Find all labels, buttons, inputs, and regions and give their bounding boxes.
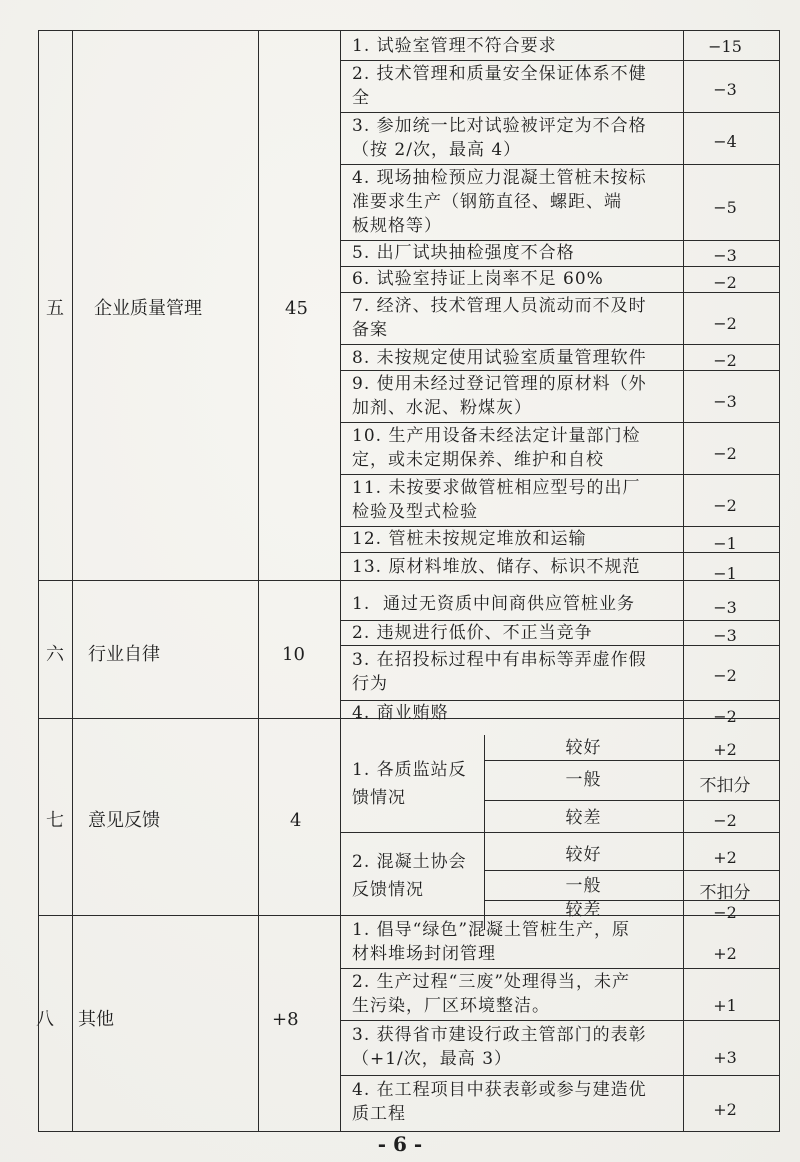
criterion-text: 7. 经济、技术管理人员流动而不及时 备案 [352,296,647,340]
section-points: 45 [285,298,308,319]
row-divider [340,968,780,969]
row-divider [484,870,780,871]
criterion-score: −3 [713,598,737,617]
criterion-text: 4. 在工程项目中获表彰或参与建造优 质工程 [352,1080,647,1124]
criterion-score: +2 [713,944,737,963]
section-name: 行业自律 [88,644,160,665]
feedback-score: 不扣分 [699,776,751,796]
criterion-score: −2 [713,444,737,463]
criterion-score: −5 [713,198,737,217]
section-name: 其他 [78,1009,114,1030]
col-divider [340,30,341,1132]
criterion-text: 2. 违规进行低价、不正当竞争 [352,623,593,643]
criterion-score: −2 [713,351,737,370]
criterion-score: −2 [713,707,737,726]
criterion-text: 9. 使用未经过登记管理的原材料（外 加剂、水泥、粉煤灰） [352,374,647,418]
col-divider [72,30,73,1132]
criterion-text: 8. 未按规定使用试验室质量管理软件 [352,348,647,368]
criterion-text: 2. 生产过程“三废”处理得当，未产 生污染，厂区环境整洁。 [352,972,631,1016]
feedback-score: −2 [713,811,737,830]
criterion-score: −3 [713,246,737,265]
criterion-text: 6. 试验室持证上岗率不足 60% [352,269,604,289]
section-name: 企业质量管理 [94,298,202,319]
criterion-text: 4. 商业贿赂 [352,703,449,723]
criterion-text: 1. 倡导“绿色”混凝土管桩生产，原 材料堆场封闭管理 [352,920,631,964]
criterion-score: −2 [713,666,737,685]
row-divider [340,292,780,293]
row-divider [484,800,780,801]
section-divider [38,580,780,581]
row-divider [484,760,780,761]
col-divider [258,30,259,1132]
criterion-text: 4. 现场抽检预应力混凝土管桩未按标 准要求生产（钢筋直径、螺距、端 板规格等） [352,168,647,236]
section-number: 六 [46,644,64,665]
page-number: - 6 - [377,1132,423,1156]
criterion-score: −2 [713,314,737,333]
feedback-group-label: 2. 混凝土协会 反馈情况 [352,852,467,900]
section-points: 10 [282,644,305,665]
criterion-text: 5. 出厂试块抽检强度不合格 [352,243,575,263]
section-number: 七 [46,810,64,831]
row-divider [340,344,780,345]
criterion-score: −1 [713,534,737,553]
row-divider [340,112,780,113]
criterion-text: 3. 获得省市建设行政主管部门的表彰 （+1/次，最高 3） [352,1025,647,1069]
criterion-text: 1. 通过无资质中间商供应管桩业务 [352,594,636,614]
feedback-score: +2 [713,848,737,867]
row-divider [340,1075,780,1076]
section-points: 4 [290,810,302,831]
criterion-score: −1 [713,564,737,583]
section-number: 五 [46,298,64,319]
feedback-group-label: 1. 各质监站反 馈情况 [352,760,467,808]
criterion-text: 12. 管桩未按规定堆放和运输 [352,529,587,549]
criterion-score: +3 [713,1048,737,1067]
criterion-text: 2. 技术管理和质量安全保证体系不健 全 [352,64,647,108]
row-divider [340,832,780,833]
criterion-score: −3 [713,392,737,411]
row-divider [340,1020,780,1021]
row-divider [340,645,780,646]
criterion-score: +1 [713,996,737,1015]
criterion-text: 13. 原材料堆放、储存、标识不规范 [352,557,641,577]
row-divider [340,370,780,371]
feedback-grade: 较好 [565,845,602,865]
feedback-grade: 较差 [565,808,602,828]
criterion-text: 3. 在招投标过程中有串标等弄虚作假 行为 [352,650,647,694]
feedback-grade: 较好 [565,738,602,758]
feedback-score: +2 [713,740,737,759]
criterion-score: −2 [713,273,737,292]
criterion-text: 3. 参加统一比对试验被评定为不合格 （按 2/次，最高 4） [352,116,647,160]
feedback-grade: 一般 [565,770,602,790]
feedback-grade: 较差 [565,900,602,920]
row-divider [340,422,780,423]
criterion-score: −2 [713,496,737,515]
row-divider [340,474,780,475]
feedback-score: 不扣分 [699,883,751,903]
section-number: 八 [36,1009,54,1030]
criterion-text: 11. 未按要求做管桩相应型号的出厂 检验及型式检验 [352,478,641,522]
criterion-score: −3 [713,80,737,99]
row-divider [340,60,780,61]
row-divider [340,164,780,165]
section-points: +8 [272,1009,299,1030]
criterion-score: −15 [708,37,742,56]
criterion-text: 1. 试验室管理不符合要求 [352,36,557,56]
criterion-score: +2 [713,1100,737,1119]
feedback-grade: 一般 [565,876,602,896]
feedback-score: −2 [713,903,737,922]
section-name: 意见反馈 [88,810,160,831]
criterion-text: 10. 生产用设备未经法定计量部门检 定，或未定期保养、维护和自校 [352,426,641,470]
criterion-score: −4 [713,132,737,151]
criterion-score: −3 [713,626,737,645]
